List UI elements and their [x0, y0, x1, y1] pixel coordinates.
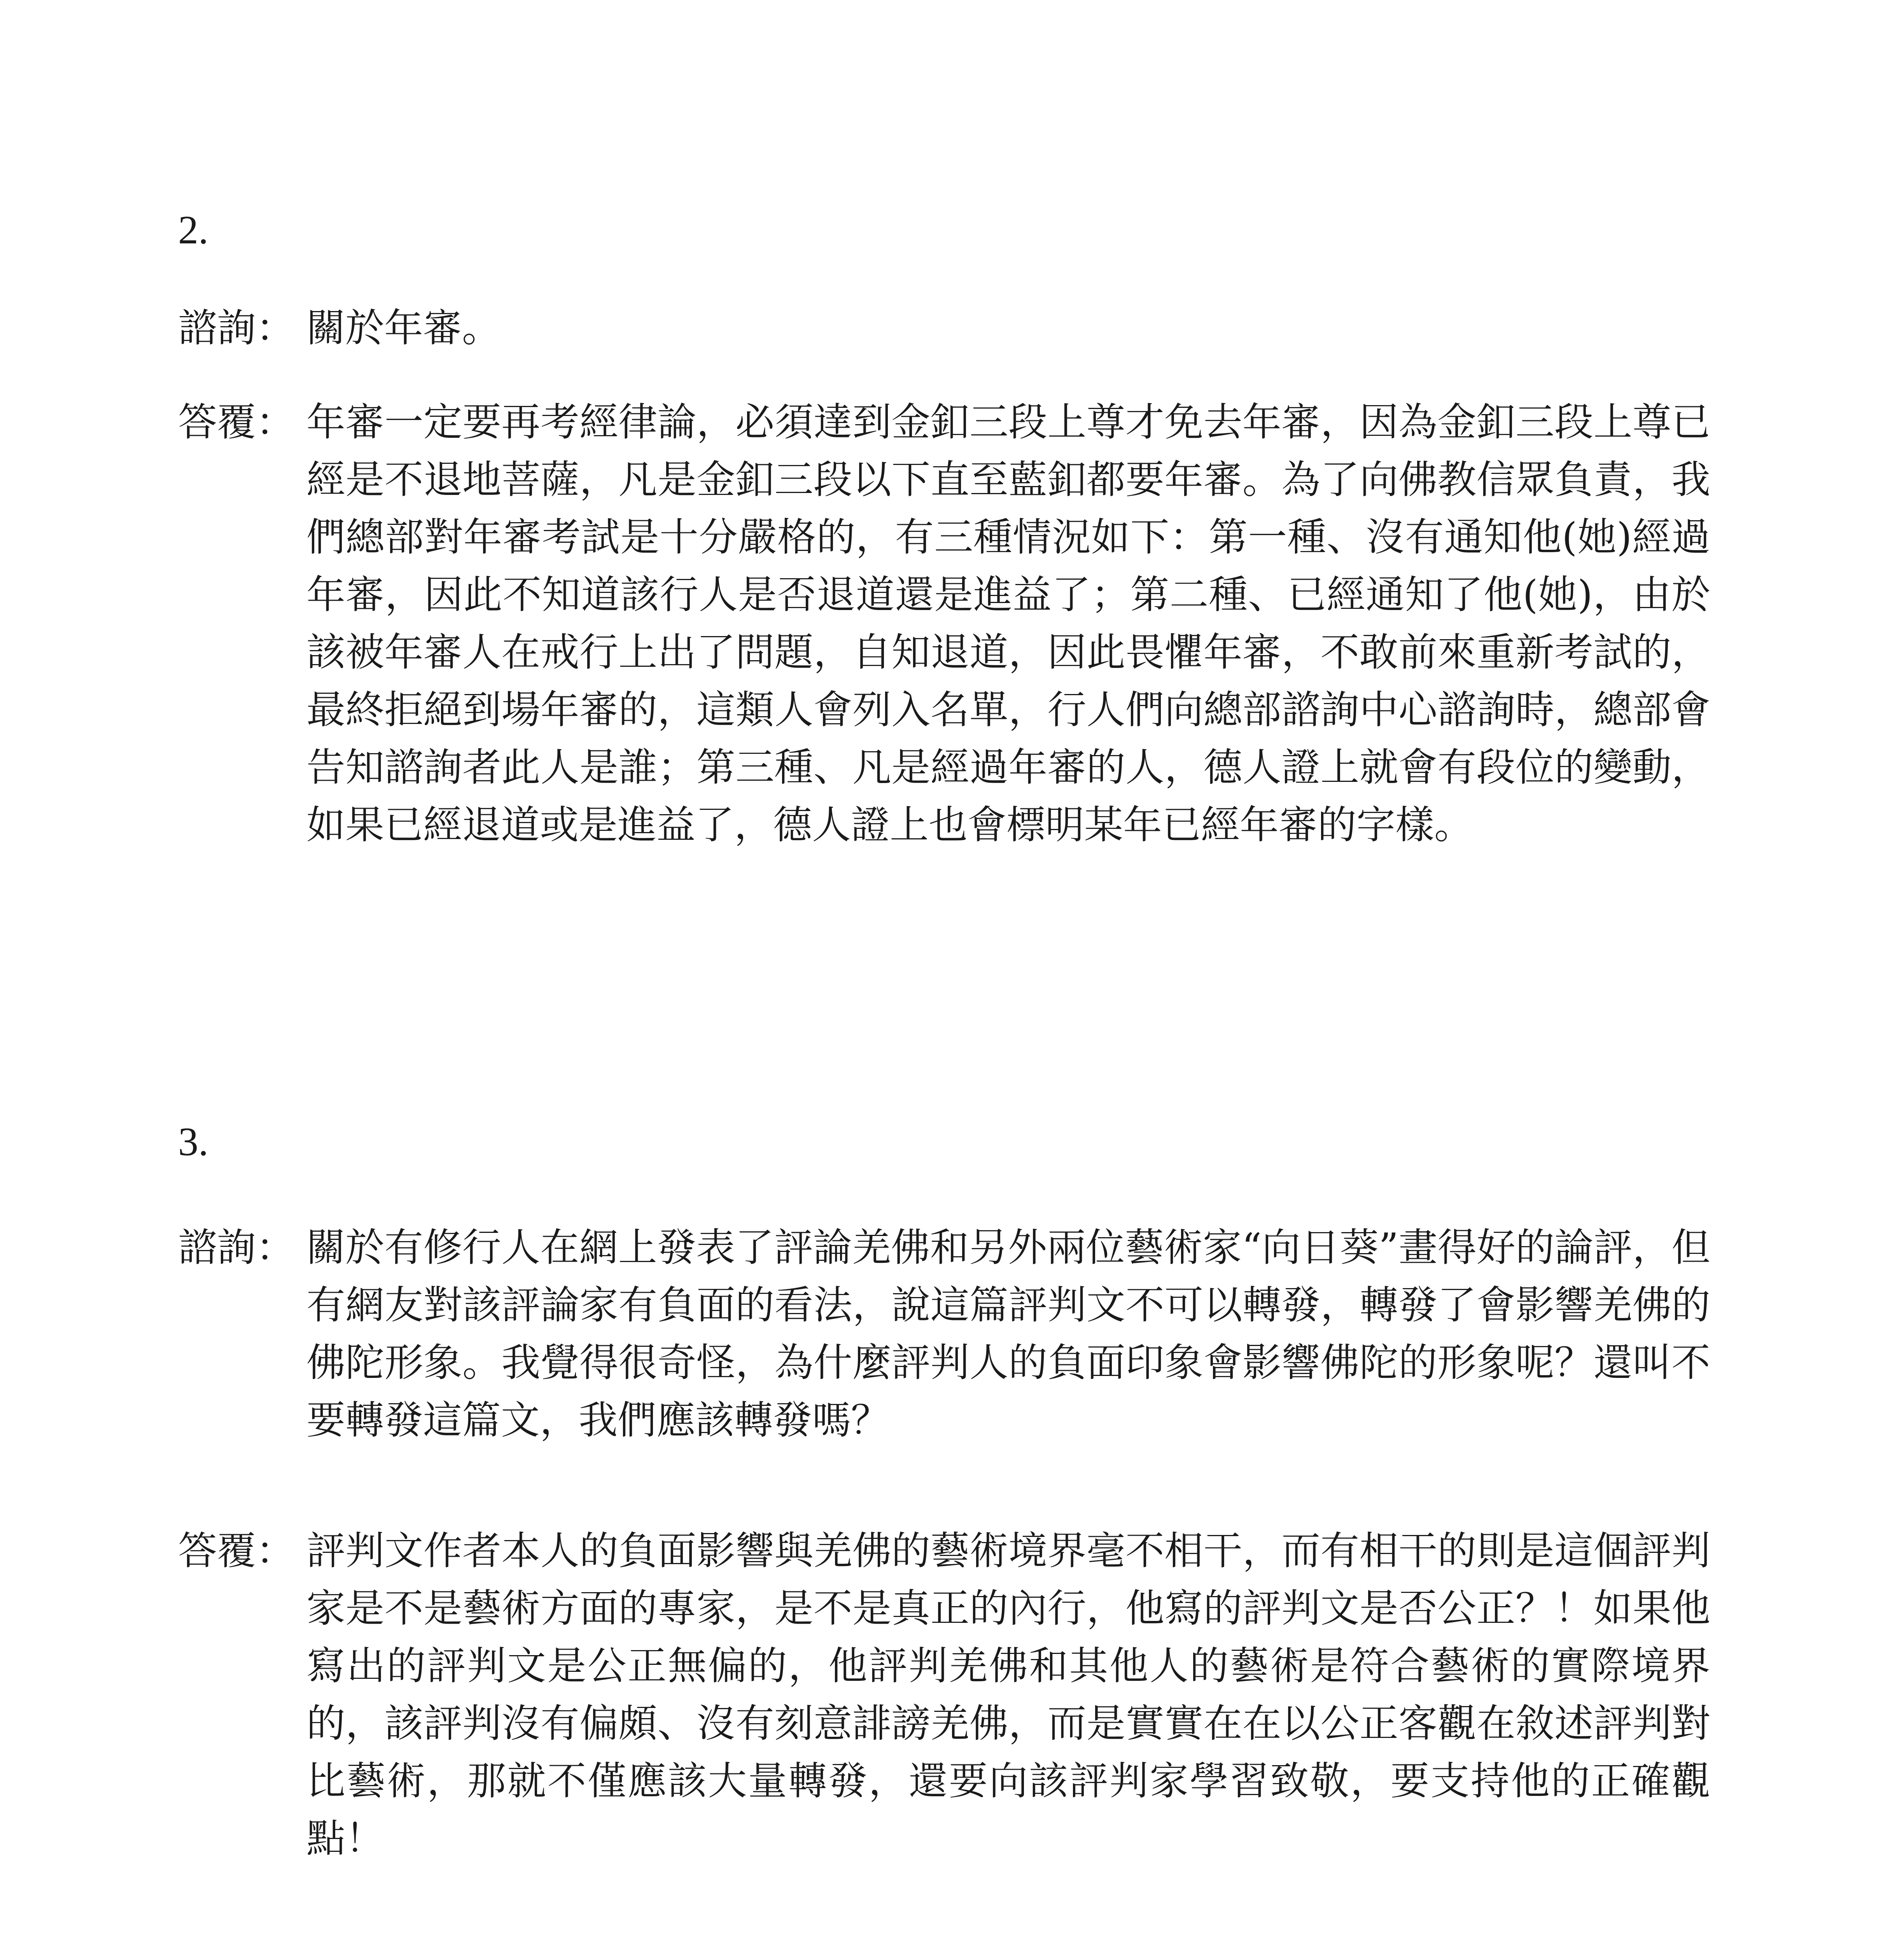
inquiry-text: 關於年審。	[306, 305, 501, 351]
item-number: 2.	[178, 208, 208, 252]
answer-label: 答覆：	[178, 399, 295, 445]
answer-text: 年審一定要再考經律論，必須達到金釦三段上尊才免去年審，因為金釦三段上尊已經是不退地菩薩，凡是金釦三段以下直至藍釦都要年審。為了向佛教信眾負責，我們總部對年審考試是十分嚴格的，有三種情況如下：第一種、沒有通知他(她)經過年審，因此不知道該行人是否退道還是進益了；第二種、已經通知了他(她)，由於該被年審人在戒行上出了問題，自知退道，因此畏懼年審，不敢前來重新考試的，最終拒絕到場年審的，這類人會列入名單，行人們向總部諮詢中心諮詢時，總部會告知諮詢者此人是誰；第三種、凡是經過年審的人，德人證上就會有段位的變動，如果已經退道或是進益了，德人證上也會標明某年已經年審的字樣。	[306, 399, 1710, 848]
inquiry-text: 關於有修行人在網上發表了評論羌佛和另外兩位藝術家“向日葵”畫得好的論評，但有網友對該評論家有負面的看法，說這篇評判文不可以轉發，轉發了會影響羌佛的佛陀形象。我覺得很奇怪，為什麼評判人的負面印象會影響佛陀的形象呢？還叫不要轉發這篇文，我們應該轉發嗎？	[306, 1225, 1710, 1443]
inquiry-label: 諮詢：	[178, 305, 295, 351]
inquiry-label: 諮詢：	[178, 1225, 295, 1270]
answer-text: 評判文作者本人的負面影響與羌佛的藝術境界毫不相干，而有相干的則是這個評判家是不是藝術方面的專家，是不是真正的內行，他寫的評判文是否公正？！如果他寫出的評判文是公正無偏的，他評判羌佛和其他人的藝術是符合藝術的實際境界的，該評判沒有偏頗、沒有刻意誹謗羌佛，而是實實在在以公正客觀在敘述評判對比藝術，那就不僅應該大量轉發，還要向該評判家學習致敬，要支持他的正確觀點！	[306, 1528, 1710, 1861]
answer-label: 答覆：	[178, 1528, 295, 1573]
item-number: 3.	[178, 1119, 208, 1164]
